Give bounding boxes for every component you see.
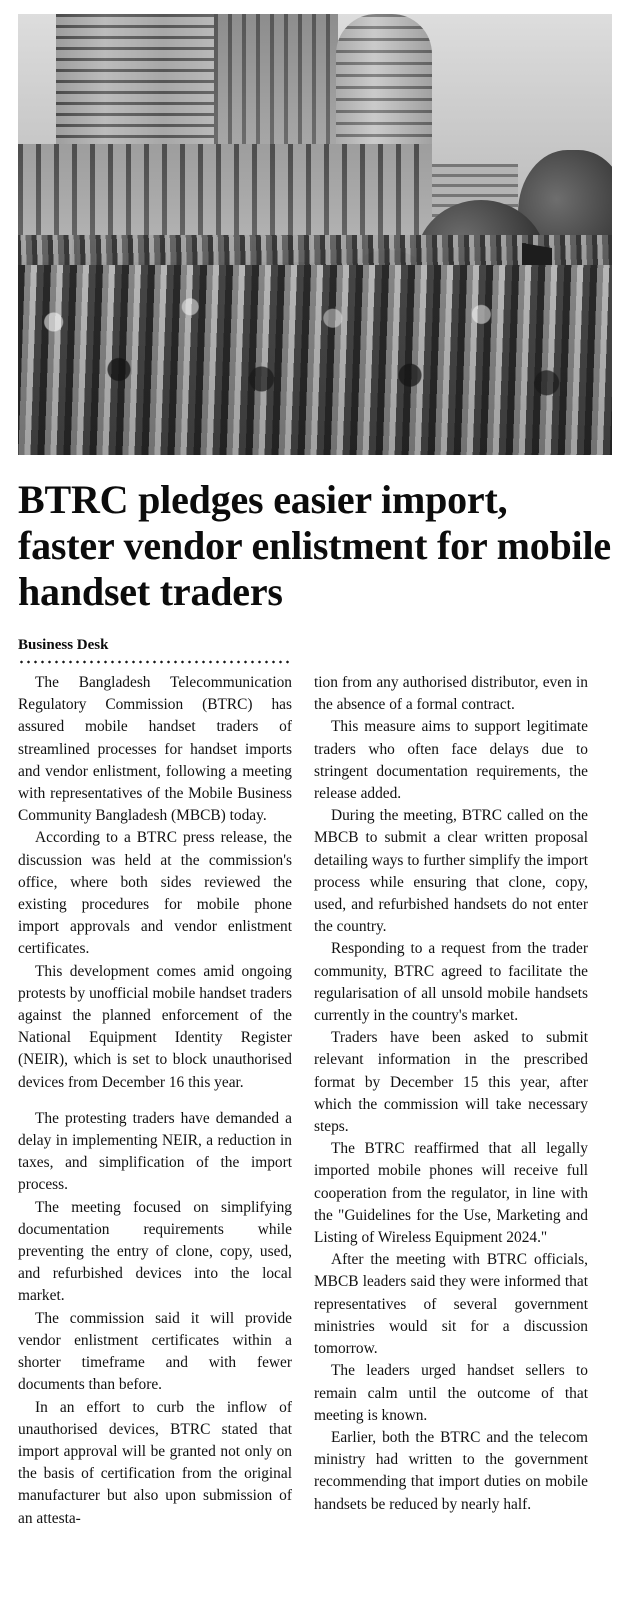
article-paragraph: The BTRC reaffirmed that all legally imported mobile phones will receive full cooperation from the regulator, in line with the "Guidelines for the Use, Marketing and Listing of Wireless Equipment 2024." bbox=[314, 1140, 588, 1247]
article-paragraph: The Bangladesh Telecommunication Regulatory Commission (BTRC) has assured mobile handset traders of streamlined processes for handset imports and vendor enlistment, following a meeting with representatives of the Mobile Business Community Bangladesh (MBCB) today. bbox=[18, 674, 292, 825]
article-headline: BTRC pledges easier import, faster vendor enlistment for mobile handset traders bbox=[18, 477, 611, 614]
article-paragraph: According to a BTRC press release, the discussion was held at the commission's office, where both sides reviewed the existing procedures for mobile phone import approvals and vendor enlistment certificates. bbox=[18, 829, 292, 958]
article-paragraph: The protesting traders have demanded a delay in implementing NEIR, a reduction in taxes, and simplification of the import process. bbox=[18, 1109, 292, 1194]
article-paragraph: The meeting focused on simplifying documentation requirements while preventing the entry of clone, copy, used, and refurbished devices into the local market. bbox=[18, 1198, 292, 1305]
photo-crowd bbox=[18, 265, 612, 455]
byline-divider bbox=[18, 660, 292, 664]
article-photo bbox=[18, 14, 612, 455]
article-paragraph: Responding to a request from the trader community, BTRC agreed to facilitate the regularisation of all unsold mobile handsets currently in the country's market. bbox=[314, 940, 588, 1025]
article-byline: Business Desk bbox=[18, 637, 109, 653]
article-paragraph: Traders have been asked to submit relevant information in the prescribed format by December 15 this year, after which the commission will take necessary steps. bbox=[314, 1029, 588, 1136]
article-paragraph: This measure aims to support legitimate traders who often face delays due to stringent documentation requirements, the release added. bbox=[314, 718, 588, 803]
article-column-left bbox=[18, 672, 292, 1530]
article-paragraph: tion from any authorised distributor, even in the absence of a formal contract. bbox=[314, 674, 588, 714]
article-body bbox=[18, 672, 612, 1530]
article-column-right bbox=[314, 672, 588, 1530]
article-paragraph: After the meeting with BTRC officials, MBCB leaders said they were informed that representatives of several government ministries would sit for a discussion tomorrow. bbox=[314, 1251, 588, 1358]
article-paragraph: The leaders urged handset sellers to remain calm until the outcome of that meeting is known. bbox=[314, 1362, 588, 1424]
article-paragraph: During the meeting, BTRC called on the MBCB to submit a clear written proposal detailing ways to further simplify the import process while ensuring that clone, copy, used, and refurbished handsets do not enter the country. bbox=[314, 807, 588, 936]
article-paragraph: In an effort to curb the inflow of unauthorised devices, BTRC stated that import approval will be granted not only on the basis of certification from the original manufacturer but also upon submission of an attesta- bbox=[18, 1398, 292, 1527]
column-spacer bbox=[18, 1094, 292, 1108]
article-paragraph: This development comes amid ongoing protests by unofficial mobile handset traders against the planned enforcement of the National Equipment Identity Register (NEIR), which is set to block unauthorised devices from December 16 this year. bbox=[18, 962, 292, 1091]
article-paragraph: Earlier, both the BTRC and the telecom ministry had written to the government recommending that import duties on mobile handsets be reduced by nearly half. bbox=[314, 1428, 588, 1513]
article-paragraph: The commission said it will provide vendor enlistment certificates within a shorter timeframe and with fewer documents than before. bbox=[18, 1309, 292, 1394]
